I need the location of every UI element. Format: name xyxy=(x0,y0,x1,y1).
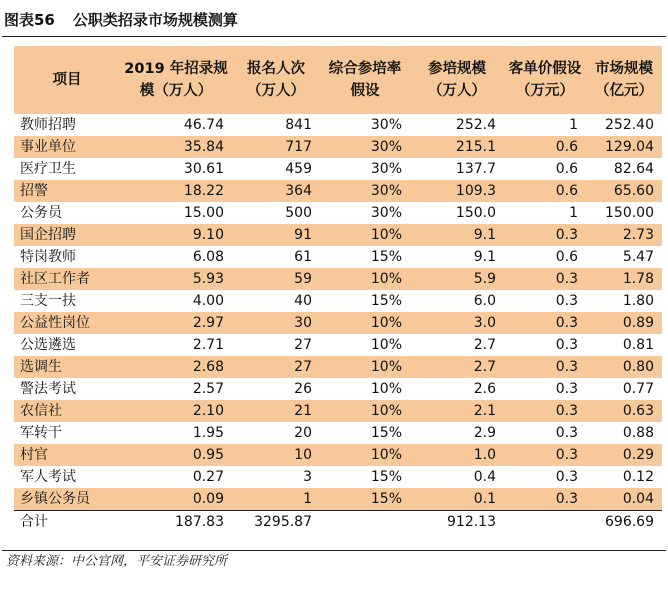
top-rule xyxy=(2,36,666,37)
table-cell: 0.3 xyxy=(555,469,578,485)
table-cell: 1.80 xyxy=(622,293,654,309)
table-cell: 364 xyxy=(232,180,320,202)
table-row xyxy=(14,114,662,136)
table-cell: 500 xyxy=(285,205,312,221)
table-cell: 215.1 xyxy=(410,136,504,158)
table-cell: 10% xyxy=(320,444,410,466)
table-cell: 65.60 xyxy=(586,180,662,202)
table-cell: 82.64 xyxy=(613,161,654,177)
header-cell: 项目 xyxy=(14,46,120,114)
table-cell: 10% xyxy=(320,224,410,246)
table-cell: 252.40 xyxy=(605,117,654,133)
table-cell: 59 xyxy=(232,268,320,290)
table-row xyxy=(14,356,662,378)
table-cell: 30.61 xyxy=(183,161,224,177)
table-row xyxy=(14,378,662,400)
table-cell: 109.3 xyxy=(410,180,504,202)
table-cell: 1 xyxy=(569,205,578,221)
table-cell: 0.09 xyxy=(120,488,232,511)
table-row xyxy=(14,158,662,180)
table-cell: 10% xyxy=(320,400,410,422)
table-cell: 0.04 xyxy=(586,488,662,511)
table-cell: 0.6 xyxy=(555,161,578,177)
table-cell: 10% xyxy=(370,381,402,397)
total-cell: 3295.87 xyxy=(232,511,320,534)
total-label: 合计 xyxy=(14,511,120,534)
table-cell: 15% xyxy=(320,488,410,511)
table-cell: 150.0 xyxy=(455,205,496,221)
row-label: 选调生 xyxy=(14,356,120,378)
table-cell: 3.0 xyxy=(410,312,504,334)
table-cell: 15% xyxy=(370,425,402,441)
table-cell: 0.3 xyxy=(504,400,586,422)
table-cell: 46.74 xyxy=(183,117,224,133)
table-cell: 6.0 xyxy=(473,293,496,309)
table-cell: 30% xyxy=(370,205,402,221)
table-cell: 30 xyxy=(232,312,320,334)
row-label: 农信社 xyxy=(14,400,120,422)
header-cell: 市场规模（亿元） xyxy=(586,46,662,114)
table-cell: 2.1 xyxy=(410,400,504,422)
table-row xyxy=(14,246,662,268)
table-cell: 5.9 xyxy=(410,268,504,290)
row-label: 社区工作者 xyxy=(14,268,120,290)
table-cell: 4.00 xyxy=(192,293,224,309)
table-cell: 30% xyxy=(370,161,402,177)
table-cell: 30% xyxy=(320,180,410,202)
row-label: 军转干 xyxy=(20,425,62,441)
table-cell: 5.93 xyxy=(120,268,232,290)
table-cell: 0.4 xyxy=(473,469,496,485)
table-cell: 0.3 xyxy=(504,488,586,511)
table-cell: 0.27 xyxy=(192,469,224,485)
table-cell: 1.0 xyxy=(410,444,504,466)
table-cell: 0.81 xyxy=(622,337,654,353)
row-label: 公益性岗位 xyxy=(14,312,120,334)
table-row xyxy=(14,180,662,202)
table-cell: 2.10 xyxy=(120,400,232,422)
table-row xyxy=(14,136,662,158)
market-size-table xyxy=(14,46,662,533)
table-row xyxy=(14,422,662,444)
table-cell: 10% xyxy=(320,356,410,378)
table-cell: 717 xyxy=(232,136,320,158)
table-cell: 15% xyxy=(370,469,402,485)
table-cell: 0.3 xyxy=(555,425,578,441)
table-cell: 1.78 xyxy=(586,268,662,290)
table-cell: 0.63 xyxy=(586,400,662,422)
row-label: 警法考试 xyxy=(20,381,76,397)
table-body xyxy=(14,114,662,511)
table-cell: 2.9 xyxy=(473,425,496,441)
table-cell: 0.1 xyxy=(410,488,504,511)
table-cell: 61 xyxy=(294,249,312,265)
row-label: 医疗卫生 xyxy=(20,161,76,177)
table-cell: 1 xyxy=(569,117,578,133)
figure-number: 图表56 xyxy=(4,11,55,29)
total-row xyxy=(14,511,662,534)
total-cell: 187.83 xyxy=(120,511,232,534)
table-cell: 129.04 xyxy=(586,136,662,158)
row-label: 军人考试 xyxy=(20,469,76,485)
row-label: 特岗教师 xyxy=(20,249,76,265)
table-cell: 2.71 xyxy=(192,337,224,353)
table-cell: 10% xyxy=(370,337,402,353)
figure-caption: 公职类招录市场规模测算 xyxy=(72,11,238,29)
table-cell: 21 xyxy=(232,400,320,422)
table-cell: 9.1 xyxy=(473,249,496,265)
row-label: 公选遴选 xyxy=(20,337,76,353)
table-row xyxy=(14,400,662,422)
table-cell: 15.00 xyxy=(183,205,224,221)
table-row xyxy=(14,268,662,290)
total-cell xyxy=(320,511,410,534)
table-cell: 9.10 xyxy=(120,224,232,246)
table-cell: 9.1 xyxy=(410,224,504,246)
row-label: 乡镇公务员 xyxy=(14,488,120,511)
table-cell: 0.80 xyxy=(586,356,662,378)
table-row xyxy=(14,312,662,334)
table-cell: 0.3 xyxy=(504,224,586,246)
total-cell: 912.13 xyxy=(410,511,504,534)
table-cell: 91 xyxy=(232,224,320,246)
table-cell: 137.7 xyxy=(455,161,496,177)
table-cell: 0.3 xyxy=(504,444,586,466)
table-cell: 35.84 xyxy=(120,136,232,158)
header-row xyxy=(14,46,662,114)
table-cell: 2.68 xyxy=(120,356,232,378)
table-cell: 0.3 xyxy=(504,268,586,290)
header-cell: 参培规模（万人） xyxy=(410,46,504,114)
table-cell: 27 xyxy=(232,356,320,378)
table-cell: 2.7 xyxy=(473,337,496,353)
table-cell: 0.6 xyxy=(504,180,586,202)
table-cell: 2.57 xyxy=(192,381,224,397)
table-cell: 2.7 xyxy=(410,356,504,378)
table-cell: 252.4 xyxy=(455,117,496,133)
row-label: 三支一扶 xyxy=(20,293,76,309)
header-cell: 客单价假设（万元） xyxy=(504,46,586,114)
table-cell: 30% xyxy=(320,136,410,158)
table-cell: 20 xyxy=(294,425,312,441)
table-cell: 0.77 xyxy=(622,381,654,397)
table-cell: 30% xyxy=(370,117,402,133)
table-row xyxy=(14,488,662,511)
table-cell: 26 xyxy=(294,381,312,397)
table-cell: 15% xyxy=(370,293,402,309)
table-cell: 0.88 xyxy=(622,425,654,441)
table-cell: 10% xyxy=(320,312,410,334)
table-cell: 15% xyxy=(370,249,402,265)
row-label: 公务员 xyxy=(20,205,62,221)
table-cell: 18.22 xyxy=(120,180,232,202)
row-label: 招警 xyxy=(14,180,120,202)
table-cell: 0.3 xyxy=(555,337,578,353)
header-cell: 综合参培率假设 xyxy=(320,46,410,114)
table-row xyxy=(14,202,662,224)
figure-title xyxy=(4,8,238,32)
table-cell: 27 xyxy=(294,337,312,353)
header-cell: 报名人次（万人） xyxy=(232,46,320,114)
table-cell: 3 xyxy=(303,469,312,485)
table-cell: 0.12 xyxy=(622,469,654,485)
table-row xyxy=(14,466,662,488)
table-row xyxy=(14,444,662,466)
row-label: 村官 xyxy=(14,444,120,466)
row-label: 国企招聘 xyxy=(14,224,120,246)
table-cell: 1.95 xyxy=(192,425,224,441)
bottom-rule xyxy=(2,550,666,551)
header-cell: 2019 年招录规模（万人） xyxy=(120,46,232,114)
table-cell: 0.29 xyxy=(586,444,662,466)
table-cell: 10% xyxy=(320,268,410,290)
table-cell: 40 xyxy=(294,293,312,309)
table-cell: 150.00 xyxy=(605,205,654,221)
table-cell: 10 xyxy=(232,444,320,466)
table-cell: 5.47 xyxy=(622,249,654,265)
table-cell: 1 xyxy=(232,488,320,511)
table-cell: 2.73 xyxy=(586,224,662,246)
source-note: 资料来源：中公官网，平安证券研究所 xyxy=(6,554,228,569)
table-cell: 0.89 xyxy=(586,312,662,334)
table-cell: 0.3 xyxy=(504,356,586,378)
table-cell: 2.97 xyxy=(120,312,232,334)
table-cell: 0.95 xyxy=(120,444,232,466)
table-cell: 6.08 xyxy=(192,249,224,265)
table-cell: 0.3 xyxy=(555,293,578,309)
table-cell: 459 xyxy=(285,161,312,177)
table-row xyxy=(14,224,662,246)
table-cell: 0.6 xyxy=(555,249,578,265)
row-label: 教师招聘 xyxy=(20,117,76,133)
table-row xyxy=(14,334,662,356)
table-cell: 841 xyxy=(285,117,312,133)
table-cell: 0.3 xyxy=(504,312,586,334)
table-row xyxy=(14,290,662,312)
table-cell: 0.6 xyxy=(504,136,586,158)
total-cell xyxy=(504,511,586,534)
table-cell: 0.3 xyxy=(555,381,578,397)
table-cell: 2.6 xyxy=(473,381,496,397)
total-cell: 696.69 xyxy=(586,511,662,534)
row-label: 事业单位 xyxy=(14,136,120,158)
